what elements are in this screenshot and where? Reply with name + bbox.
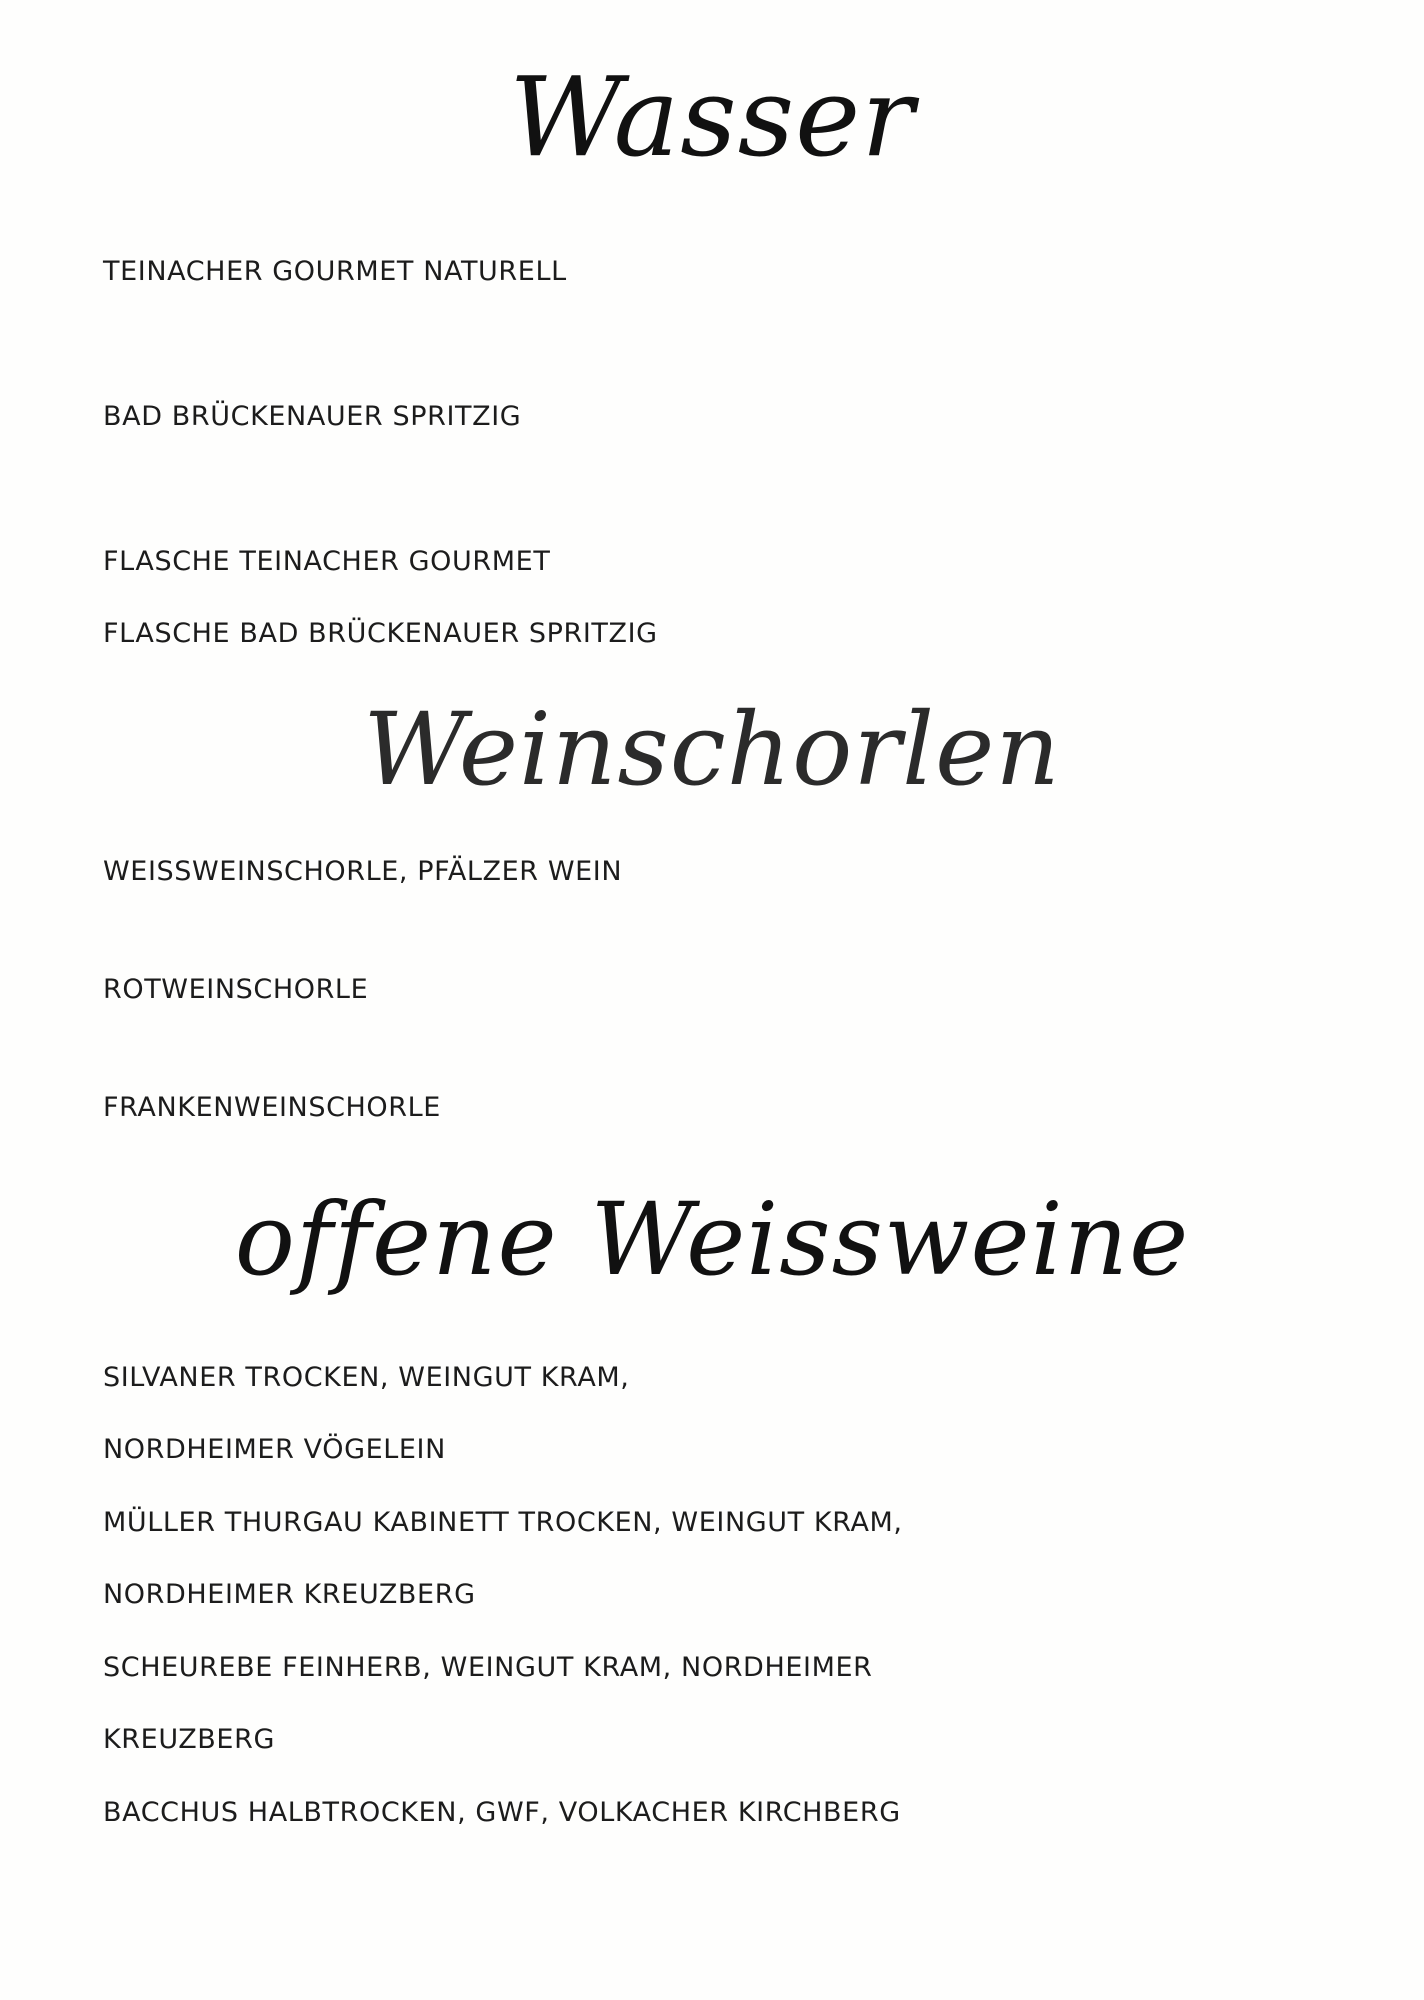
menu-item: TEINACHER GOURMET NATURELL	[103, 256, 567, 287]
menu-item: FLASCHE TEINACHER GOURMET	[103, 546, 551, 577]
menu-item: BACCHUS HALBTROCKEN, GWF, VOLKACHER KIRCHBERG	[103, 1797, 901, 1828]
menu-item: FRANKENWEINSCHORLE	[103, 1092, 441, 1123]
menu-item: NORDHEIMER KREUZBERG	[103, 1579, 476, 1610]
menu-item: NORDHEIMER VÖGELEIN	[103, 1434, 446, 1465]
menu-item: KREUZBERG	[103, 1724, 275, 1755]
menu-item: SILVANER TROCKEN, WEINGUT KRAM,	[103, 1362, 630, 1393]
menu-item: MÜLLER THURGAU KABINETT TROCKEN, WEINGUT KRAM,	[103, 1507, 903, 1538]
section-title-offene-weissweine: offene Weissweine	[234, 1181, 1190, 1298]
menu-item: ROTWEINSCHORLE	[103, 974, 369, 1005]
menu-item: FLASCHE BAD BRÜCKENAUER SPRITZIG	[103, 618, 658, 649]
menu-item: SCHEUREBE FEINHERB, WEINGUT KRAM, NORDHEIMER	[103, 1652, 873, 1683]
section-title-weinschorlen: Weinschorlen	[363, 691, 1061, 808]
menu-item: WEISSWEINSCHORLE, PFÄLZER WEIN	[103, 856, 623, 887]
menu-item: BAD BRÜCKENAUER SPRITZIG	[103, 401, 522, 432]
section-title-wasser: Wasser	[509, 53, 915, 181]
